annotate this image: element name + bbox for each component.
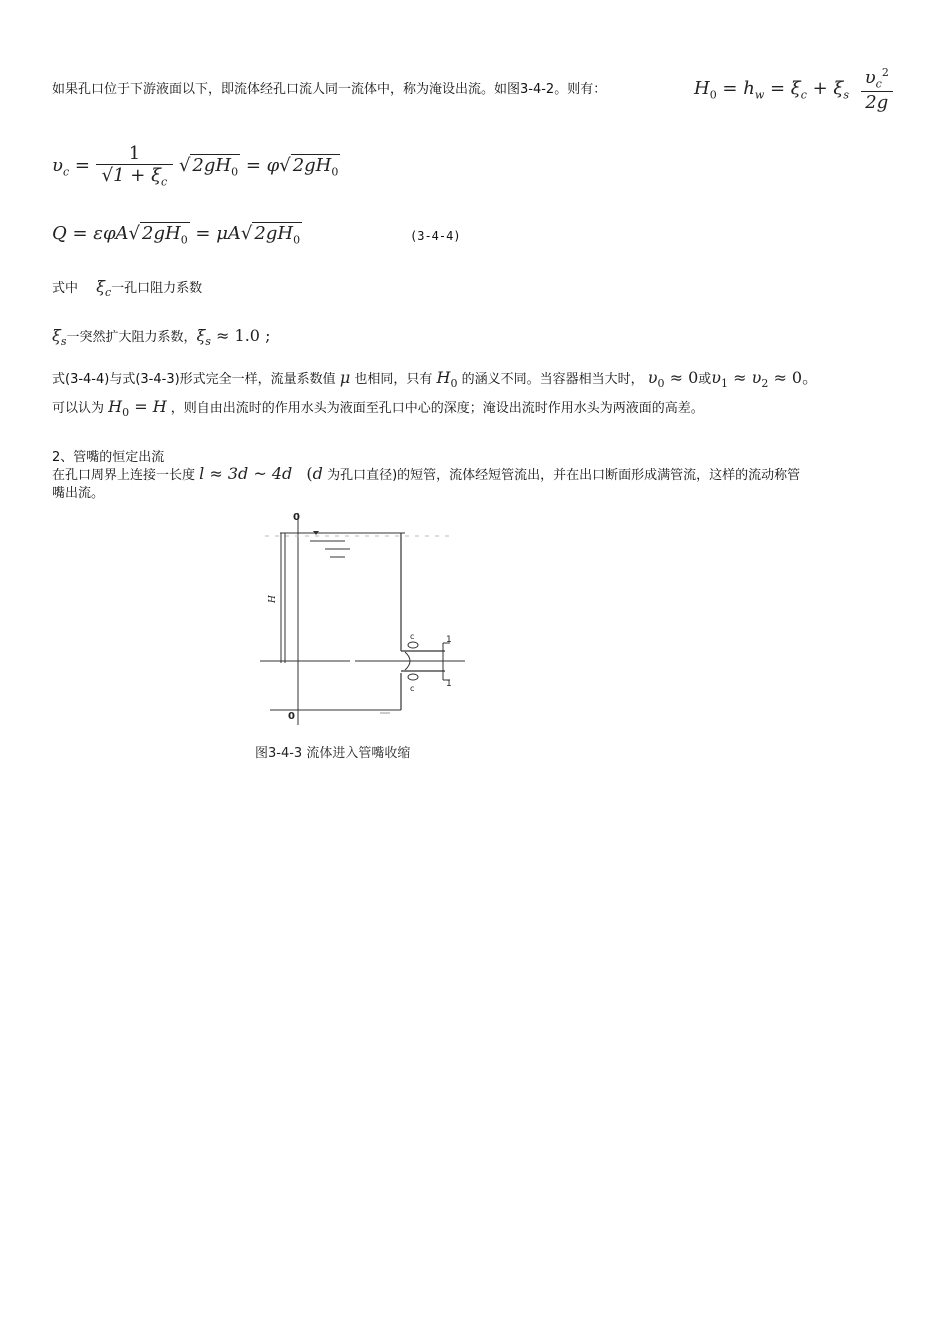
equation-velocity: $\upsilon_c$ = $\frac{1}{√1 + \xi_c}$ √ $2gH_0 = \varphi√$ $2gH_0$ xyxy=(52,143,339,189)
label-1-top: 1 xyxy=(446,635,452,645)
paragraph-nozzle: 在孔口周界上连接一长度 l ≈ 3d ~ 4d (d 为孔口直径)的短管，流体经短管流出，并在出口断面形成满管流，这样的流动称管 xyxy=(52,464,801,483)
paragraph-conclusion: 可以认为 $H_0 = H$ ，则自由出流时的作用水头为液面至孔口中心的深度；淹设出流时作用水头为两液面的高差。 xyxy=(52,397,704,420)
equation-number: (3-4-4) xyxy=(410,229,461,243)
paragraph-comparison: 式(3-4-4)与式(3-4-3)形式完全一样，流量系数值 μ 也相同，只有 $H_0$ 的涵义不同。当容器相当大时， $\upsilon_0 \approx 0$或$\upsilon_1 \approx \upsilon_2 \approx 0$。 xyxy=(52,368,819,391)
label-0-top: 0 xyxy=(293,512,300,523)
paragraph-text: 如果孔口位于下游液面以下，即流体经孔口流人同一流体中，称为淹设出流。如图3-4-2。则有： xyxy=(52,82,607,97)
section-title: 2、管嘴的恒定出流 xyxy=(52,450,165,465)
definition-xi-s: $\xi_s$一突然扩大阻力系数，$\xi_s \approx 1.0$ ; xyxy=(52,326,271,349)
figure-caption: 图3-4-3 流体进入管嘴收缩 xyxy=(255,746,411,761)
xi-s-description: 一突然扩大阻力系数， xyxy=(66,330,197,345)
paragraph-submerged-flow xyxy=(52,82,606,98)
label-c-top: c xyxy=(410,632,415,641)
equation-head-loss: $H_0 = h_w = \xi_c + \xi_s$ $\frac{\upsilon_c^2}{2g}$ xyxy=(694,66,893,113)
vena-contracta-bottom xyxy=(408,674,418,680)
label-0-bottom: 0 xyxy=(288,711,295,722)
label-1-bottom: 1 xyxy=(446,679,452,689)
label-H: H xyxy=(268,595,278,603)
where-label: 式中 xyxy=(52,281,79,296)
label-c-bottom: c xyxy=(410,684,415,693)
definition-xi-c: 式中 $\xi_c$一孔口阻力系数 xyxy=(52,277,203,300)
vena-contracta-top xyxy=(408,642,418,648)
xi-c-description: 一孔口阻力系数 xyxy=(111,281,203,296)
equation-discharge: Q = εφA√ $2gH_0 = \mu A√$ $2gH_0$ xyxy=(52,223,301,247)
paragraph-nozzle-cont: 嘴出流。 xyxy=(52,486,105,501)
figure-nozzle-diagram xyxy=(255,505,470,730)
